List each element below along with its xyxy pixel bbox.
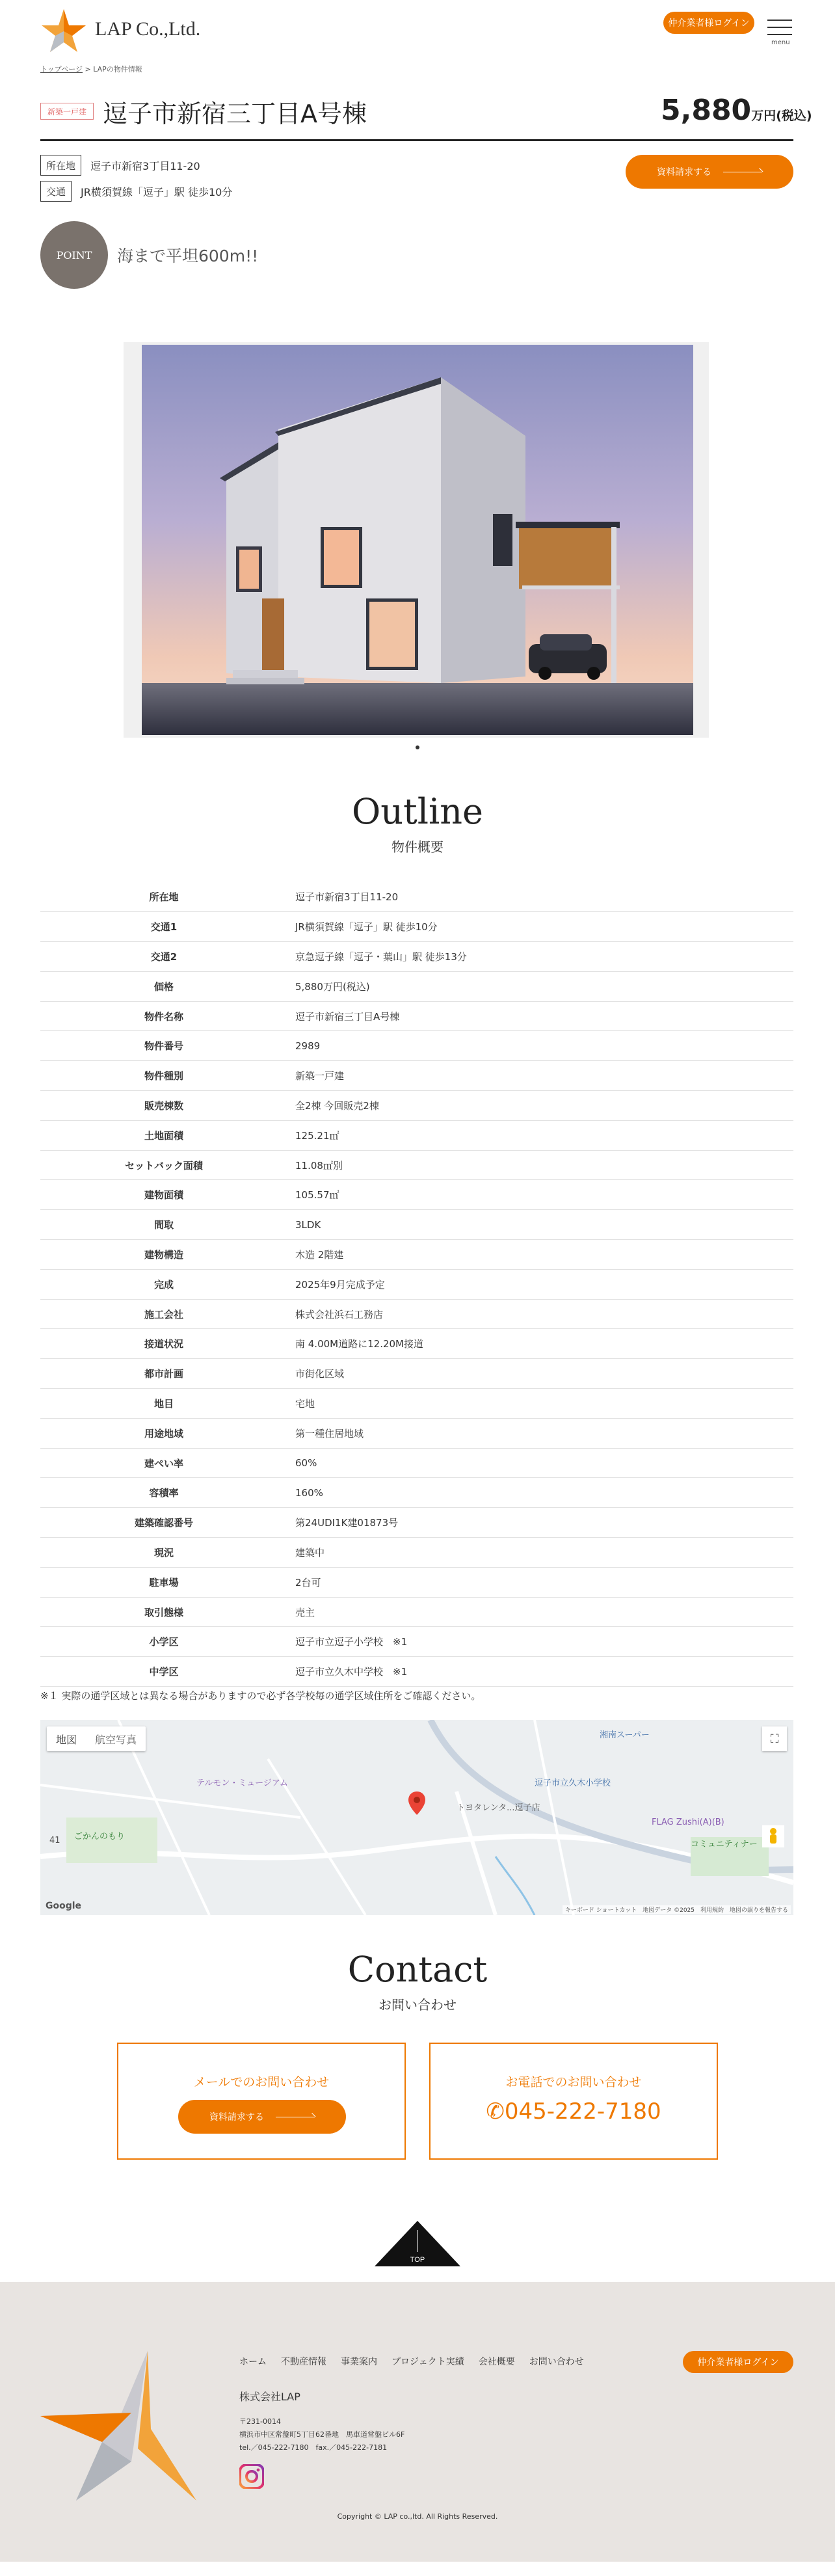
google-map[interactable] xyxy=(40,1720,793,1915)
property-photo[interactable] xyxy=(142,345,693,735)
spec-row xyxy=(40,1359,793,1389)
spec-value: 新築一戸建 xyxy=(295,1070,345,1082)
spec-row xyxy=(40,1031,793,1061)
spec-row xyxy=(40,1418,793,1448)
spec-label: セットバック面積 xyxy=(125,1159,203,1172)
spec-value: 逗子市立逗子小学校 ※1 xyxy=(295,1636,408,1648)
spec-label: 所在地 xyxy=(149,891,179,904)
spec-label: 価格 xyxy=(153,980,174,993)
contact-request-button[interactable] xyxy=(178,2100,346,2134)
outline-subtitle: 物件概要 xyxy=(391,839,444,855)
spec-label: 販売棟数 xyxy=(144,1099,183,1112)
map-type-tabs xyxy=(47,1726,146,1751)
spec-label: 現況 xyxy=(153,1546,174,1559)
spec-row xyxy=(40,1389,793,1419)
spec-row xyxy=(40,1567,793,1597)
spec-row xyxy=(40,1299,793,1329)
spec-row xyxy=(40,1150,793,1180)
map-tab-satellite[interactable]: 航空写真 xyxy=(95,1733,137,1746)
spec-label: 取引態様 xyxy=(144,1606,183,1618)
map-label: 湘南スーパー xyxy=(600,1730,650,1740)
footer-nav-projects[interactable]: プロジェクト実績 xyxy=(391,2357,464,2367)
map-label: コミュニティナー xyxy=(691,1840,758,1849)
phone-link[interactable] xyxy=(431,2099,717,2125)
spec-value: 125.21㎡ xyxy=(295,1129,339,1142)
copyright: Copyright © LAP co.,ltd. All Rights Reserved. xyxy=(337,2512,498,2521)
property-title: 逗子市新宿三丁目A号棟 xyxy=(103,100,367,128)
info-row-access xyxy=(40,181,232,202)
spec-label: 完成 xyxy=(153,1278,174,1291)
spec-row xyxy=(40,1538,793,1568)
spec-row xyxy=(40,1269,793,1299)
spec-label: 接道状況 xyxy=(144,1338,183,1350)
spec-value: 105.57㎡ xyxy=(295,1189,339,1201)
google-logo: Google xyxy=(46,1901,82,1911)
instagram-icon[interactable] xyxy=(239,2464,264,2489)
spec-label: 小学区 xyxy=(149,1636,179,1648)
site-footer xyxy=(0,2282,835,2562)
price-unit: 万円(税込) xyxy=(751,109,812,123)
spec-row xyxy=(40,1091,793,1121)
spec-value: 木造 2階建 xyxy=(295,1248,344,1261)
info-value: 逗子市新宿3丁目11-20 xyxy=(90,159,200,172)
spec-value: 第一種住居地域 xyxy=(295,1427,364,1440)
info-label: 交通 xyxy=(40,181,72,202)
property-type-badge: 新築一戸建 xyxy=(40,103,94,120)
spec-value: 売主 xyxy=(295,1606,315,1618)
spec-label: 物件種別 xyxy=(144,1070,183,1082)
breadcrumb xyxy=(40,64,142,74)
spec-label: 駐車場 xyxy=(149,1576,179,1589)
info-row-address xyxy=(40,155,200,176)
spec-row xyxy=(40,1627,793,1657)
phone-number: 045-222-7180 xyxy=(504,2099,661,2125)
map-attribution[interactable]: キーボード ショートカット 地図データ ©2025 利用規約 地図の誤りを報告する xyxy=(563,1905,791,1914)
spec-value: 建築中 xyxy=(295,1546,325,1559)
spec-row xyxy=(40,882,793,912)
point-text: 海まで平坦600m!! xyxy=(117,247,259,265)
info-label: 所在地 xyxy=(40,155,81,176)
spec-value: 2989 xyxy=(295,1040,321,1052)
request-button-label: 資料請求する xyxy=(657,167,711,178)
title-divider xyxy=(40,139,793,141)
phone-icon: ✆ xyxy=(486,2099,505,2125)
point-badge: POINT xyxy=(40,221,108,289)
spec-row xyxy=(40,1120,793,1150)
map-label: トヨタレンタ...逗子店 xyxy=(457,1803,540,1813)
address: 横浜市中区常盤町5丁目62番地 馬車道常盤ビル6F xyxy=(239,2430,405,2439)
property-spec-table xyxy=(40,882,793,1687)
spec-row xyxy=(40,1001,793,1031)
spec-row xyxy=(40,1240,793,1270)
spec-label: 建物構造 xyxy=(144,1248,183,1261)
spec-value: 2台可 xyxy=(295,1576,321,1589)
spec-value: 市街化区域 xyxy=(295,1368,345,1380)
spec-value: 逗子市新宿三丁目A号棟 xyxy=(295,1010,400,1023)
spec-value: 株式会社浜石工務店 xyxy=(295,1308,384,1321)
spec-row xyxy=(40,971,793,1001)
footer-agent-login-button[interactable]: 仲介業者様ログイン xyxy=(683,2351,793,2373)
spec-value: 11.08㎡別 xyxy=(295,1159,343,1172)
footer-nav xyxy=(239,2355,584,2368)
footer-nav-company[interactable]: 会社概要 xyxy=(478,2357,515,2367)
spec-row xyxy=(40,1657,793,1687)
spec-row xyxy=(40,1061,793,1091)
spec-row xyxy=(40,1597,793,1627)
spec-row xyxy=(40,1180,793,1210)
footer-star-logo-icon xyxy=(40,2351,196,2501)
request-button-label: 資料請求する xyxy=(209,2112,264,2123)
price-value: 5,880 xyxy=(661,94,752,127)
spec-label: 用途地域 xyxy=(144,1427,183,1440)
contact-phone-heading: お電話でのお問い合わせ xyxy=(505,2075,642,2089)
fullscreen-icon[interactable]: ⛶ xyxy=(762,1726,787,1751)
contact-phone-box xyxy=(429,2043,718,2160)
footer-nav-realestate[interactable]: 不動産情報 xyxy=(281,2357,326,2367)
spec-label: 建ぺい率 xyxy=(144,1457,183,1469)
breadcrumb-current: LAPの物件情報 xyxy=(93,65,142,74)
outline-title: Outline xyxy=(351,791,484,832)
contact-mail-heading: メールでのお問い合わせ xyxy=(193,2075,330,2089)
contact-mail-box xyxy=(117,2043,406,2160)
contact-title: Contact xyxy=(347,1949,488,1990)
agent-login-button[interactable]: 仲介業者様ログイン xyxy=(663,12,754,34)
footer-nav-home[interactable]: ホーム xyxy=(239,2357,267,2367)
spec-label: 都市計画 xyxy=(144,1368,183,1380)
spec-label: 地目 xyxy=(153,1397,174,1410)
spec-value: 南 4.00M道路に12.20M接道 xyxy=(295,1338,423,1350)
spec-label: 交通1 xyxy=(150,921,178,933)
map-label: 逗子市立久木小学校 xyxy=(535,1778,611,1788)
map-tab-map[interactable]: 地図 xyxy=(56,1733,77,1746)
company-name: 株式会社LAP xyxy=(239,2391,300,2403)
spec-label: 中学区 xyxy=(149,1666,179,1678)
carousel-dot[interactable] xyxy=(416,745,419,749)
pegman-icon[interactable] xyxy=(762,1825,784,1847)
footer-nav-contact[interactable]: お問い合わせ xyxy=(529,2357,584,2367)
spec-value: 全2棟 今回販売2棟 xyxy=(295,1099,379,1112)
spec-label: 物件番号 xyxy=(144,1040,183,1053)
spec-value: JR横須賀線「逗子」駅 徒歩10分 xyxy=(295,921,438,933)
spec-label: 建物面積 xyxy=(144,1189,183,1201)
spec-value: 60% xyxy=(295,1457,317,1469)
breadcrumb-separator: > xyxy=(85,65,91,74)
spec-value: 宅地 xyxy=(295,1397,315,1410)
footer-nav-business[interactable]: 事業案内 xyxy=(341,2357,377,2367)
map-label: 41 xyxy=(49,1836,60,1845)
postal-code: 〒231-0014 xyxy=(239,2417,281,2426)
spec-row xyxy=(40,942,793,972)
spec-label: 施工会社 xyxy=(144,1308,183,1321)
spec-value: 逗子市新宿3丁目11-20 xyxy=(295,891,399,904)
spec-value: 第24UDI1K建01873号 xyxy=(295,1517,399,1529)
breadcrumb-home-link[interactable]: トップページ xyxy=(40,65,83,74)
spec-label: 容積率 xyxy=(149,1487,179,1499)
map-label: テルモン・ミュージアム xyxy=(196,1778,288,1788)
map-label: FLAG Zushi(A)(B) xyxy=(652,1818,724,1827)
request-documents-button[interactable] xyxy=(626,155,793,189)
spec-label: 土地面積 xyxy=(144,1129,183,1142)
spec-row xyxy=(40,1210,793,1240)
spec-row xyxy=(40,1329,793,1359)
top-label: TOP xyxy=(410,2256,425,2264)
menu-label: menu xyxy=(771,39,790,46)
tel-fax: tel.／045-222-7180 fax.／045-222-7181 xyxy=(239,2443,388,2452)
spec-row xyxy=(40,1448,793,1478)
location-pin-icon[interactable] xyxy=(408,1791,425,1815)
spec-value: 5,880万円(税込) xyxy=(295,980,370,993)
logo-star-icon[interactable] xyxy=(40,8,87,55)
spec-label: 交通2 xyxy=(150,950,178,963)
spec-label: 間取 xyxy=(153,1219,174,1231)
price xyxy=(661,94,812,127)
contact-subtitle: お問い合わせ xyxy=(378,1997,457,2013)
logo-text[interactable]: LAP Co.,Ltd. xyxy=(95,18,201,40)
spec-value: 逗子市立久木中学校 ※1 xyxy=(295,1666,408,1678)
school-footnote: ※１ 実際の通学区域とは異なる場合がありますので必ず各学校毎の通学区域住所をご確認ください。 xyxy=(40,1690,481,1702)
back-to-top-button[interactable] xyxy=(375,2221,460,2266)
info-value: JR横須賀線「逗子」駅 徒歩10分 xyxy=(81,185,233,198)
spec-row xyxy=(40,1508,793,1538)
spec-row xyxy=(40,912,793,942)
spec-value: 京急逗子線「逗子・葉山」駅 徒歩13分 xyxy=(295,950,467,963)
spec-value: 160% xyxy=(295,1486,323,1499)
spec-value: 2025年9月完成予定 xyxy=(295,1278,385,1291)
map-label: ごかんのもり xyxy=(74,1832,126,1842)
spec-value: 3LDK xyxy=(295,1218,321,1231)
spec-label: 建築確認番号 xyxy=(134,1517,193,1529)
spec-label: 物件名称 xyxy=(144,1010,183,1023)
spec-row xyxy=(40,1478,793,1508)
